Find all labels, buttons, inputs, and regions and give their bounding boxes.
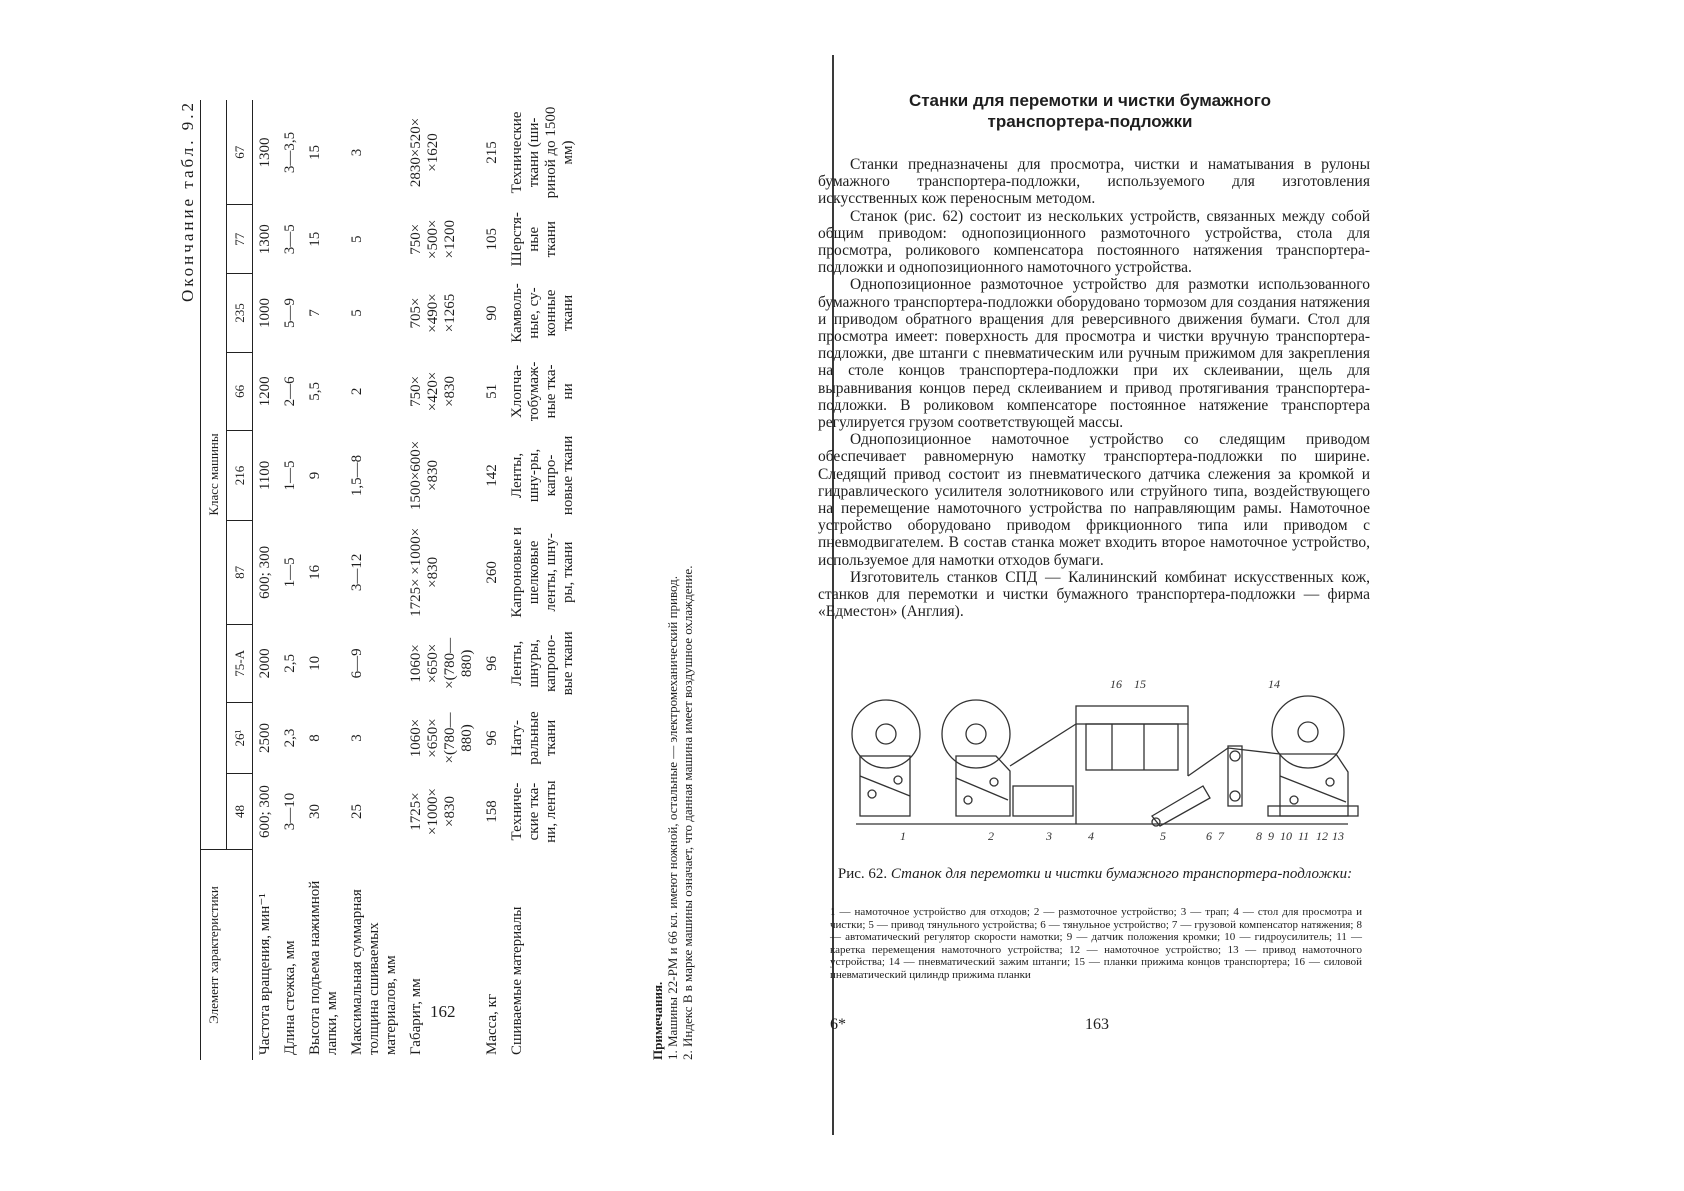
table-cell: 705× ×490× ×1265: [408, 293, 458, 333]
fig-label: 1: [900, 829, 906, 843]
table-cell: 600; 300: [257, 545, 273, 599]
table-cell: 6—9: [349, 648, 365, 679]
paragraph: Однопозиционное размоточное устройство для размотки использованного бумажного транспортера-подложки оборудовано тормозом для создания натяжения и приводом обратного вращения для реверсивного движения бумаги. Стол для просмотра имеет: поверхность для просмотра и чистки вручную транспортера-подложки, две штанги с пневматическим или ручным прижимом для закрепления на столе концов транспортера-подложки при их склеивании, щель для выравнивания концов перед склеиванием и привод протягивания транспортера-подложки. В роликовом компенсаторе постоянное натяжение транспортера регулируется грузом соответствующей массы.: [818, 276, 1370, 432]
table-cell: 5: [349, 235, 365, 243]
note-2: 2. Индекс В в марке машины означает, что данная машина имеет воздушное охлаждение.: [680, 565, 695, 1060]
header-class: 87: [227, 520, 253, 624]
title-line-1: Станки для перемотки и чистки бумажного: [908, 91, 1272, 110]
fig-label: 13: [1332, 829, 1344, 843]
table-row: [505, 100, 581, 1060]
machine-schematic: [848, 676, 1368, 846]
table-cell: 1725× ×1000× ×830: [408, 527, 441, 617]
table-cell: 2,3: [282, 728, 298, 748]
table-cell: 7: [307, 309, 323, 317]
page-number-left: 162: [430, 1002, 456, 1021]
page-number-right: 163: [1085, 1016, 1109, 1033]
table-cell: 1—5: [282, 557, 298, 588]
table-row: [404, 100, 480, 1060]
header-class: 75-А: [227, 624, 253, 702]
paragraph: Станки предназначены для просмотра, чистки и наматывания в рулоны бумажного транспортера-подложки, используемого для изготовления искусственных кож переносным методом.: [818, 156, 1370, 208]
table-cell: Технические ткани (ши-риной до 1500 мм): [509, 106, 576, 199]
row-label: Масса, кг: [484, 993, 500, 1055]
fig-label: 4: [1088, 829, 1094, 843]
table-row: [278, 100, 303, 1060]
table-row: [345, 100, 404, 1060]
row-label: Высота подъема нажимной лапки, мм: [307, 880, 340, 1055]
section-title: [890, 90, 1290, 132]
table-cell: 1,5—8: [349, 454, 365, 497]
table-cell: 15: [307, 231, 323, 247]
figure-caption-prefix: Рис. 62.: [837, 866, 888, 882]
fig-label-top: 16: [1110, 677, 1122, 691]
header-class: 77: [227, 205, 253, 274]
table-cell: 1300: [257, 137, 273, 168]
table-cell: 2: [349, 387, 365, 396]
table-cell: 2830×520× ×1620: [408, 117, 441, 188]
fig-label: 10: [1280, 829, 1292, 843]
table-cell: 15: [307, 144, 323, 160]
table-cell: 260: [484, 561, 500, 584]
table-cell: 1725× ×1000× ×830: [408, 788, 458, 835]
paragraph: Однопозиционное намоточное устройство со следящим приводом обеспечивает равномерную намотку транспортера-подложки по ширине. Следящий привод состоит из пневматического датчика слежения за кромкой и гидравлического усилителя золотникового или струйного типа, воздействующего на перемещение намоточного устройства по направляющим рамы. Намоточное устройство оборудовано приводом фрикционного типа или приводом с пневмодвигателем. В состав станка может входить второе намоточное устройство, используемое для намотки отходов бумаги.: [818, 431, 1370, 569]
row-label: Максимальная суммарная толщина сшиваемых материалов, мм: [349, 889, 399, 1055]
header-class: 48: [227, 774, 253, 850]
table-cell: 3: [349, 148, 365, 157]
fig-label: 7: [1218, 829, 1224, 843]
title-line-2: транспортера-подложки: [987, 112, 1193, 131]
fig-label: 6: [1206, 829, 1212, 843]
table-cell: 750× ×420× ×830: [408, 371, 458, 412]
figure-legend: 1 — намоточное устройство для отходов; 2 — размоточное устройство; 3 — трап; 4 — стол для просмотра и чистки; 5 — привод тянульного устройства; 6 — тянульное устройство; 7 — грузовой компенсатор натяжения; 8 — автоматический регулятор скорости намотки; 9 — датчик положения кромки; 10 — гидроусилитель; 11 — каретка перемещения намоточного устройства; 12 — намоточное устройство; 13 — привод намоточного устройства; 14 — пневматический зажим штанги; 15 — планки прижима концов транспортера; 16 — силовой пневматический цилиндр прижима планки: [830, 906, 1362, 981]
figure-62-drawing: [848, 676, 1368, 846]
rotated-table-page: [178, 80, 720, 1060]
table-cell: 3: [349, 734, 365, 742]
paragraph: Станок (рис. 62) состоит из нескольких устройств, связанных между собой общим приводом: однопозиционного размоточного устройства, стола для просмотра, роликового компенсатора постоянного натяжения транспортера-подложки и однопозиционного намоточного устройства.: [818, 207, 1370, 277]
header-class: 216: [227, 430, 253, 520]
fig-label: 3: [1046, 829, 1052, 843]
table-cell: 1060× ×650× ×(780— 880): [408, 712, 475, 764]
table-cell: 1060× ×650× ×(780— 880): [408, 637, 475, 689]
fig-label: 5: [1160, 829, 1166, 843]
header-class: 235: [227, 274, 253, 353]
notes-title: Примечания.: [650, 981, 665, 1060]
table-cell: 158: [484, 800, 500, 823]
header-class: 67: [227, 100, 253, 205]
table-cell: 1100: [257, 460, 273, 491]
header-class: 26¹: [227, 702, 253, 773]
figure-caption: [830, 866, 1360, 883]
table-cell: 30: [307, 804, 323, 820]
table-notes: [650, 100, 695, 1060]
table-cell: 2—6: [282, 376, 298, 407]
table-cell: 9: [307, 471, 323, 480]
header-element: Элемент характеристики: [201, 850, 253, 1061]
table-cell: 215: [484, 141, 500, 164]
table-caption: Окончание табл. 9.2: [178, 100, 197, 302]
table-cell: Ленты, шну-ры, капро-новые ткани: [509, 435, 576, 516]
table-cell: Хлопча-тобумаж-ные тка-ни: [509, 361, 576, 422]
table-cell: 2000: [257, 648, 273, 679]
table-cell: 2500: [257, 723, 273, 754]
table-cell: 1—5: [282, 460, 298, 491]
table-cell: 51: [484, 383, 500, 399]
table-cell: 25: [349, 804, 365, 820]
table-cell: 96: [484, 730, 500, 746]
table-cell: Камволь-ные, су-конные ткани: [509, 283, 576, 343]
table-row: [303, 100, 345, 1060]
table-cell: 8: [307, 734, 323, 742]
table-cell: 3—3,5: [282, 131, 298, 174]
table-cell: 105: [484, 227, 500, 251]
table-cell: 750× ×500× ×1200: [408, 219, 458, 259]
header-class-group: Класс машины: [201, 100, 227, 850]
row-label: Сшиваемые материалы: [509, 906, 525, 1055]
fig-label: 11: [1298, 829, 1310, 843]
body-text: [818, 156, 1370, 620]
fig-label: 12: [1316, 829, 1328, 843]
fig-label: 2: [988, 829, 994, 843]
row-label: Частота вращения, мин⁻¹: [257, 893, 273, 1055]
table-cell: 3—10: [282, 792, 298, 831]
table-cell: 5: [349, 309, 365, 317]
table-cell: Шерстя-ные ткани: [509, 212, 559, 267]
table-cell: 5—9: [282, 297, 298, 328]
fig-label-top: 14: [1268, 677, 1280, 691]
table-row: [253, 100, 279, 1060]
table-cell: 600; 300: [257, 785, 273, 838]
table-cell: 1200: [257, 376, 273, 407]
row-label: Длина стежка, мм: [282, 940, 298, 1055]
table-cell: 1300: [257, 224, 273, 255]
table-cell: 10: [307, 655, 323, 671]
table-cell: 3—5: [282, 224, 298, 255]
row-label: Габарит, мм: [408, 978, 424, 1055]
header-class: 66: [227, 352, 253, 430]
table-cell: Техниче-ские тка-ни, ленты: [509, 780, 559, 843]
table-cell: 1500×600× ×830: [408, 440, 441, 511]
table-cell: 16: [307, 564, 323, 580]
fig-label: 9: [1268, 829, 1274, 843]
table-cell: 142: [484, 464, 500, 487]
signature-mark: 6*: [830, 1016, 846, 1033]
machine-specs-table: [200, 100, 581, 1060]
note-1: 1. Машины 22-РМ и 66 кл. имеют ножной, остальные — электромеханический привод.: [665, 575, 680, 1060]
table-cell: Ленты, шнуры, капроно-вые ткани: [509, 631, 576, 696]
paragraph: Изготовитель станков СПД — Калининский комбинат искусственных кож, станков для перемотки и чистки бумажного транспортера-подложки — фирма «Едместон» (Англия).: [818, 568, 1370, 621]
table-cell: 96: [484, 655, 500, 671]
table-cell: Капроновые и шелковые ленты, шну-ры, ткани: [509, 527, 576, 618]
figure-caption-text: Станок для перемотки и чистки бумажного транспортера-подложки:: [890, 866, 1353, 882]
table-cell: 5,5: [307, 382, 323, 401]
table-cell: 90: [484, 305, 500, 321]
table-cell: 2,5: [282, 653, 298, 673]
table-cell: 1000: [257, 297, 273, 328]
table-cell: Нату-ральные ткани: [509, 711, 559, 765]
table-row: [480, 100, 505, 1060]
fig-label: 8: [1256, 829, 1262, 843]
fig-label-top: 15: [1134, 677, 1146, 691]
table-cell: 3—12: [349, 553, 365, 592]
